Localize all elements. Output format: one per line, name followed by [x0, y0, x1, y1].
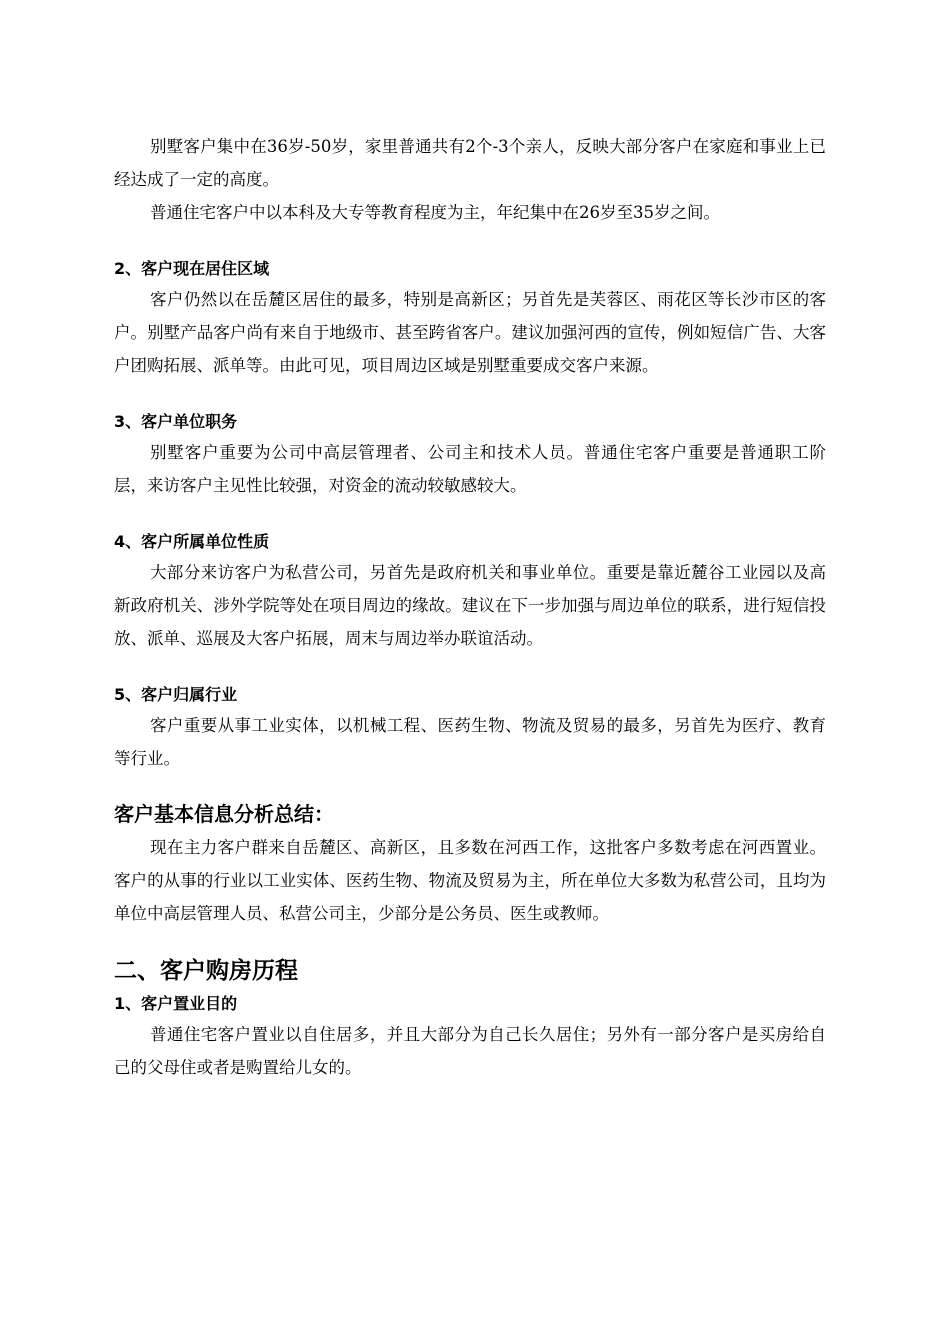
- heading-job-position: 3、客户单位职务: [114, 412, 238, 431]
- heading-employer-type: 4、客户所属单位性质: [114, 532, 270, 551]
- heading-summary: 客户基本信息分析总结：: [114, 802, 334, 826]
- document-content: [114, 130, 826, 1084]
- paragraph-purchase-purpose: 普通住宅客户置业以自住居多，并且大部分为自己长久居住；另外有一部分客户是买房给自己的父母住或者是购置给儿女的。: [114, 1025, 826, 1077]
- paragraph-job-position: 别墅客户重要为公司中高层管理者、公司主和技术人员。普通住宅客户重要是普通职工阶层，来访客户主见性比较强，对资金的流动较敏感较大。: [114, 443, 826, 495]
- heading-chapter-purchase-process: 二、客户购房历程: [114, 958, 298, 984]
- heading-purchase-purpose: 1、客户置业目的: [114, 994, 238, 1013]
- paragraph-residential-education: 普通住宅客户中以本科及大专等教育程度为主，年纪集中在26岁至35岁之间。: [150, 203, 720, 222]
- heading-industry: 5、客户归属行业: [114, 685, 238, 704]
- paragraph-employer-type: 大部分来访客户为私营公司，另首先是政府机关和事业单位。重要是靠近麓谷工业园以及高新政府机关、涉外学院等处在项目周边的缘故。建议在下一步加强与周边单位的联系，进行短信投放、派单、巡展及大客户拓展，周末与周边举办联谊活动。: [114, 563, 826, 648]
- paragraph-summary: 现在主力客户群来自岳麓区、高新区，且多数在河西工作，这批客户多数考虑在河西置业。客户的从事的行业以工业实体、医药生物、物流及贸易为主，所在单位大多数为私营公司，且均为单位中高层管理人员、私营公司主，少部分是公务员、医生或教师。: [114, 838, 826, 923]
- paragraph-industry: 客户重要从事工业实体，以机械工程、医药生物、物流及贸易的最多，另首先为医疗、教育等行业。: [114, 716, 826, 768]
- paragraph-villa-age: 别墅客户集中在36岁-50岁，家里普通共有2个-3个亲人，反映大部分客户在家庭和事业上已经达成了一定的高度。: [114, 137, 826, 189]
- heading-residence-area: 2、客户现在居住区域: [114, 259, 270, 278]
- paragraph-residence-area: 客户仍然以在岳麓区居住的最多，特别是高新区；另首先是芙蓉区、雨花区等长沙市区的客户。别墅产品客户尚有来自于地级市、甚至跨省客户。建议加强河西的宣传，例如短信广告、大客户团购拓展、派单等。由此可见，项目周边区域是别墅重要成交客户来源。: [114, 290, 826, 375]
